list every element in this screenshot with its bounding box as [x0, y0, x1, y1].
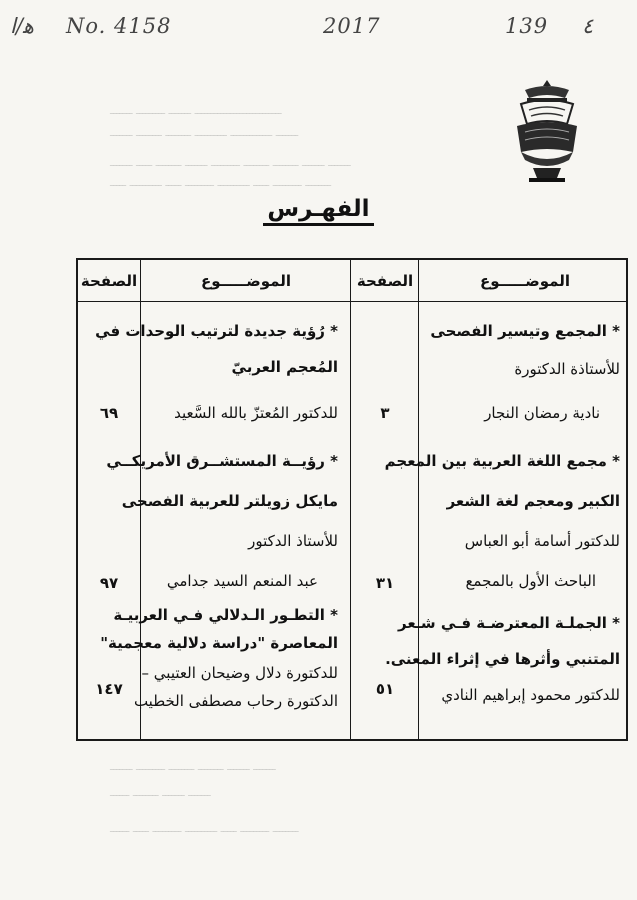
entry-page-number: ٥١ — [375, 680, 395, 698]
entry-author-line: للدكتور محمود إبراهيم النادي — [441, 686, 620, 704]
bleed-through-text: ـــــــ ـــــــ ــــــــ ــــــ — [110, 786, 211, 799]
bleed-through-text: ــــــــ ـــــــــ ـــــ ــــــــــ ـــــــــ ـــــ ــــــــــ ـــــ — [110, 176, 332, 189]
entry-title-line: * التطـور الـدلالي فـي العربيـة — [113, 606, 338, 624]
entry-author-line: نادية رمضان النجار — [484, 404, 600, 422]
entry-title-line: * الجملـة المعترضـة فـي شـعر — [398, 614, 620, 632]
entry-page-number: ١٤٧ — [95, 680, 123, 698]
entry-author-line: للأستاذة الدكتورة — [514, 360, 620, 378]
header-topic-right: الموضـــــوع — [479, 272, 570, 290]
header-page-left: الصفحة — [80, 272, 138, 290]
column-divider — [350, 260, 351, 739]
entry-title-line: * مجمع اللغة العربية بين المعجم — [384, 452, 620, 470]
entry-title-line: الكبير ومعجم لغة الشعر — [446, 492, 620, 510]
bleed-through-text: ـــــــ ـــــــــــــ ــــــــــ ــــــــ ــــــــ ـــــــ — [110, 126, 299, 139]
entry-title-line: المعاصرة "دراسة دلالية معجمية" — [100, 634, 338, 652]
entry-author-line: الدكتورة رحاب مصطفى الخطيب — [133, 692, 338, 710]
entry-title-line: المتنبي وأثرها في إثراء المعنى. — [385, 650, 620, 668]
bleed-through-text: ـــــــ ـــــــ ــــــــ ــــــــ ـــــــــ ـــــــ ــــــــ ـــــ ـــــــ — [110, 156, 351, 169]
entry-author-line: للأستاذ الدكتور — [248, 532, 338, 550]
entry-title-line: * المجمع وتيسير الفصحى — [430, 322, 620, 340]
entry-page-number: ٣١ — [375, 574, 395, 592]
entry-author-line: للدكتورة دلال وضيحان العتيبي – — [141, 664, 338, 682]
bleed-through-text: ـــــــــــــــــــــــــــ ـــــــ ـــــــــ ـــــــ — [110, 104, 282, 117]
entry-author-line: عبد المنعم السيد جدامي — [166, 572, 318, 590]
handwritten-mark: ٤ — [582, 14, 594, 38]
header-divider — [78, 301, 626, 302]
entry-page-number: ٣ — [380, 404, 390, 422]
handwritten-ref: ﻫ/ﺍ — [10, 14, 34, 38]
bleed-through-text: ــــــــ ـــــــــ ـــــ ــــــــــ ـــــــــ ـــــ ــــــ — [110, 822, 299, 835]
handwritten-number: No. 4158 — [66, 14, 172, 38]
header-topic-left: الموضـــــوع — [200, 272, 291, 290]
entry-page-number: ٦٩ — [99, 404, 119, 422]
academy-emblem-icon — [507, 78, 587, 184]
entry-page-number: ٩٧ — [99, 574, 119, 592]
entry-author-line: للدكتور أسامة أبو العباس — [464, 532, 620, 550]
handwritten-year: 2017 — [323, 14, 381, 38]
entry-title-line: المُعجم العربيّ — [231, 358, 338, 376]
bleed-through-text: ـــــــ ـــــــ ــــــــ ــــــــ ـــــــــ ـــــــ — [110, 760, 276, 773]
header-page-right: الصفحة — [356, 272, 414, 290]
entry-author-line: الباحث الأول بالمجمع — [465, 572, 596, 590]
toc-table — [76, 258, 628, 741]
page-title: الفهـرس — [0, 196, 637, 226]
entry-title-line: مايكل زويلتر للعربية الفصحى — [121, 492, 338, 510]
entry-author-line: للدكتور المُعتزّ بالله السَّعيد — [174, 404, 338, 422]
entry-title-line: * رُؤية جديدة لترتيب الوحدات في — [95, 322, 338, 340]
entry-title-line: * رؤيــة المستشــرق الأمريكــي — [106, 452, 338, 470]
handwritten-page-number: 139 — [505, 14, 549, 38]
